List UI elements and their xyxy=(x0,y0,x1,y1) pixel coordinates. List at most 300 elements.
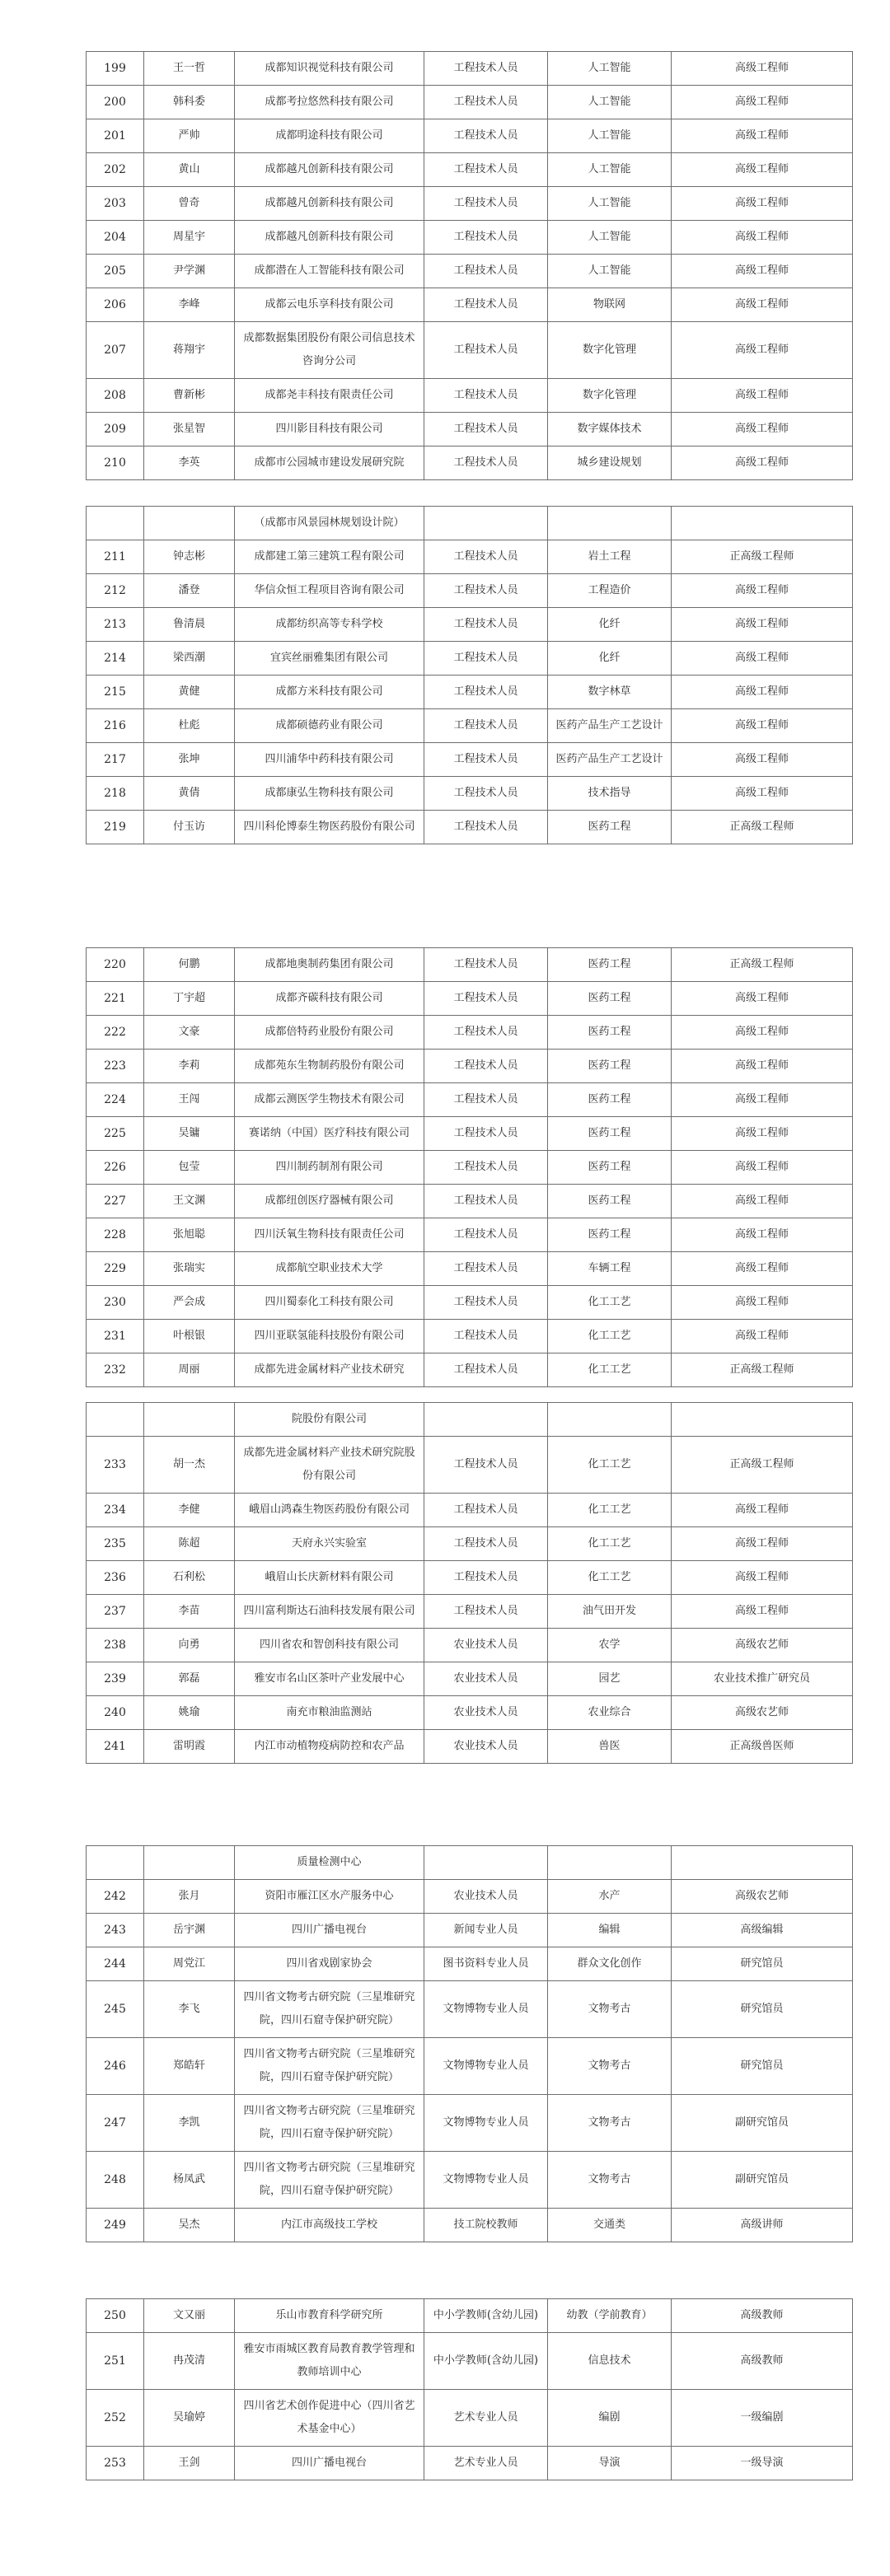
roster-table-body xyxy=(87,948,853,1387)
category-cell: 工程技术人员 xyxy=(424,642,548,676)
unit-cell: 四川省农和智创科技有限公司 xyxy=(235,1629,424,1662)
specialty-cell: 医药工程 xyxy=(548,948,672,982)
unit-cell: 成都尧丰科技有限责任公司 xyxy=(235,379,424,413)
specialty-cell: 文物考古 xyxy=(548,2095,672,2152)
name-cell: 周星宇 xyxy=(144,221,235,255)
name-cell: 张星智 xyxy=(144,413,235,446)
specialty-cell: 医药工程 xyxy=(548,1050,672,1083)
title-cell: 高级工程师 xyxy=(672,221,853,255)
row-number-cell xyxy=(87,1403,144,1437)
title-cell: 高级工程师 xyxy=(672,1595,853,1629)
name-cell: 李苗 xyxy=(144,1595,235,1629)
unit-cell: 成都明途科技有限公司 xyxy=(235,119,424,153)
table-row xyxy=(87,676,853,709)
table-row xyxy=(87,1151,853,1185)
category-cell: 工程技术人员 xyxy=(424,379,548,413)
category-cell: 农业技术人员 xyxy=(424,1629,548,1662)
row-number-cell: 243 xyxy=(87,1914,144,1947)
category-cell: 工程技术人员 xyxy=(424,86,548,119)
specialty-cell: 医药工程 xyxy=(548,1083,672,1117)
row-number-cell: 225 xyxy=(87,1117,144,1151)
row-number-cell: 217 xyxy=(87,743,144,777)
category-cell: 工程技术人员 xyxy=(424,119,548,153)
table-row xyxy=(87,153,853,187)
category-cell: 工程技术人员 xyxy=(424,540,548,574)
unit-cell: 四川省文物考古研究院（三星堆研究院，四川石窟寺保护研究院） xyxy=(235,2152,424,2209)
name-cell: 张瑞实 xyxy=(144,1252,235,1286)
row-number-cell: 207 xyxy=(87,322,144,379)
specialty-cell: 园艺 xyxy=(548,1662,672,1696)
title-cell: 副研究馆员 xyxy=(672,2152,853,2209)
title-cell: 高级工程师 xyxy=(672,743,853,777)
title-cell: 研究馆员 xyxy=(672,1947,853,1981)
specialty-cell: 化工工艺 xyxy=(548,1527,672,1561)
row-number-cell: 206 xyxy=(87,288,144,322)
name-cell: 叶根银 xyxy=(144,1320,235,1353)
table-row xyxy=(87,1117,853,1151)
row-number-cell: 246 xyxy=(87,2038,144,2095)
name-cell: 周丽 xyxy=(144,1353,235,1387)
table-row xyxy=(87,1629,853,1662)
row-number-cell: 233 xyxy=(87,1437,144,1494)
name-cell: 付玉访 xyxy=(144,811,235,844)
table-row xyxy=(87,1981,853,2038)
table-row xyxy=(87,221,853,255)
specialty-cell: 医药工程 xyxy=(548,1016,672,1050)
specialty-cell: 化工工艺 xyxy=(548,1320,672,1353)
specialty-cell: 交通类 xyxy=(548,2209,672,2242)
table-row xyxy=(87,1947,853,1981)
row-number-cell: 238 xyxy=(87,1629,144,1662)
name-cell: 张坤 xyxy=(144,743,235,777)
table-row xyxy=(87,1286,853,1320)
table-row xyxy=(87,1437,853,1494)
roster-table-2 xyxy=(86,506,853,844)
specialty-cell xyxy=(548,1846,672,1880)
title-cell: 一级编剧 xyxy=(672,2390,853,2447)
table-row xyxy=(87,379,853,413)
unit-cell: 成都越凡创新科技有限公司 xyxy=(235,221,424,255)
name-cell: 黄山 xyxy=(144,153,235,187)
name-cell xyxy=(144,1846,235,1880)
roster-table-body xyxy=(87,52,853,480)
row-number-cell: 232 xyxy=(87,1353,144,1387)
title-cell: 一级导演 xyxy=(672,2447,853,2480)
roster-table-5 xyxy=(86,1845,853,2242)
table-row xyxy=(87,2390,853,2447)
unit-cell: 乐山市教育科学研究所 xyxy=(235,2299,424,2333)
name-cell: 韩科委 xyxy=(144,86,235,119)
name-cell: 吴杰 xyxy=(144,2209,235,2242)
name-cell: 曾奇 xyxy=(144,187,235,221)
unit-cell: 资阳市雁江区水产服务中心 xyxy=(235,1880,424,1914)
name-cell: 郭磊 xyxy=(144,1662,235,1696)
category-cell: 工程技术人员 xyxy=(424,52,548,86)
category-cell: 工程技术人员 xyxy=(424,608,548,642)
category-cell: 工程技术人员 xyxy=(424,255,548,288)
table-row xyxy=(87,1696,853,1730)
specialty-cell: 化工工艺 xyxy=(548,1286,672,1320)
title-cell: 正高级工程师 xyxy=(672,811,853,844)
unit-cell: 四川蜀泰化工科技有限公司 xyxy=(235,1286,424,1320)
row-number-cell: 212 xyxy=(87,574,144,608)
table-row xyxy=(87,322,853,379)
unit-cell: 院股份有限公司 xyxy=(235,1403,424,1437)
category-cell: 工程技术人员 xyxy=(424,948,548,982)
row-number-cell xyxy=(87,507,144,540)
unit-cell: 四川广播电视台 xyxy=(235,2447,424,2480)
name-cell xyxy=(144,1403,235,1437)
name-cell: 李健 xyxy=(144,1494,235,1527)
roster-table-body xyxy=(87,2299,853,2480)
name-cell: 吴瑜婷 xyxy=(144,2390,235,2447)
title-cell: 高级编辑 xyxy=(672,1914,853,1947)
specialty-cell: 技术指导 xyxy=(548,777,672,811)
specialty-cell: 数字化管理 xyxy=(548,322,672,379)
table-row xyxy=(87,1880,853,1914)
title-cell: 高级工程师 xyxy=(672,1016,853,1050)
unit-cell: 四川富利斯达石油科技发展有限公司 xyxy=(235,1595,424,1629)
specialty-cell xyxy=(548,507,672,540)
unit-cell: 四川省艺术创作促进中心（四川省艺术基金中心） xyxy=(235,2390,424,2447)
table-row xyxy=(87,2299,853,2333)
category-cell: 工程技术人员 xyxy=(424,1595,548,1629)
unit-cell: 成都纺织高等专科学校 xyxy=(235,608,424,642)
unit-cell: 四川科伦博泰生物医药股份有限公司 xyxy=(235,811,424,844)
unit-cell: 内江市高级技工学校 xyxy=(235,2209,424,2242)
name-cell: 王一哲 xyxy=(144,52,235,86)
specialty-cell: 编剧 xyxy=(548,2390,672,2447)
specialty-cell: 化工工艺 xyxy=(548,1494,672,1527)
name-cell: 陈超 xyxy=(144,1527,235,1561)
category-cell: 工程技术人员 xyxy=(424,982,548,1016)
unit-cell: 峨眉山鸿森生物医药股份有限公司 xyxy=(235,1494,424,1527)
title-cell: 研究馆员 xyxy=(672,2038,853,2095)
row-number-cell: 203 xyxy=(87,187,144,221)
category-cell xyxy=(424,507,548,540)
title-cell: 正高级兽医师 xyxy=(672,1730,853,1764)
specialty-cell: 人工智能 xyxy=(548,255,672,288)
title-cell: 高级工程师 xyxy=(672,1185,853,1218)
name-cell: 岳宇渊 xyxy=(144,1914,235,1947)
name-cell: 姚瑜 xyxy=(144,1696,235,1730)
title-cell: 高级农艺师 xyxy=(672,1880,853,1914)
specialty-cell: 医药工程 xyxy=(548,982,672,1016)
specialty-cell: 物联网 xyxy=(548,288,672,322)
name-cell: 包莹 xyxy=(144,1151,235,1185)
table-row xyxy=(87,1403,853,1437)
table-row xyxy=(87,743,853,777)
category-cell: 工程技术人员 xyxy=(424,709,548,743)
roster-table-6 xyxy=(86,2298,853,2480)
unit-cell: 成都方米科技有限公司 xyxy=(235,676,424,709)
title-cell: 高级工程师 xyxy=(672,52,853,86)
name-cell: 曹新彬 xyxy=(144,379,235,413)
unit-cell: 质量检测中心 xyxy=(235,1846,424,1880)
table-row xyxy=(87,709,853,743)
row-number-cell: 221 xyxy=(87,982,144,1016)
table-row xyxy=(87,413,853,446)
row-number-cell: 199 xyxy=(87,52,144,86)
specialty-cell: 幼教（学前教育） xyxy=(548,2299,672,2333)
title-cell: 正高级工程师 xyxy=(672,1353,853,1387)
name-cell: 王文渊 xyxy=(144,1185,235,1218)
title-cell: 高级工程师 xyxy=(672,288,853,322)
table-row xyxy=(87,1561,853,1595)
table-row xyxy=(87,811,853,844)
table-row xyxy=(87,187,853,221)
row-number-cell: 211 xyxy=(87,540,144,574)
title-cell xyxy=(672,1403,853,1437)
row-number-cell xyxy=(87,1846,144,1880)
specialty-cell: 文物考古 xyxy=(548,1981,672,2038)
name-cell: 张月 xyxy=(144,1880,235,1914)
category-cell: 技工院校教师 xyxy=(424,2209,548,2242)
category-cell: 中小学教师(含幼儿园) xyxy=(424,2333,548,2390)
table-row xyxy=(87,948,853,982)
category-cell: 工程技术人员 xyxy=(424,1320,548,1353)
specialty-cell: 岩土工程 xyxy=(548,540,672,574)
title-cell: 高级工程师 xyxy=(672,153,853,187)
name-cell: 杨凤武 xyxy=(144,2152,235,2209)
name-cell: 李峰 xyxy=(144,288,235,322)
table-row xyxy=(87,574,853,608)
table-row xyxy=(87,1527,853,1561)
category-cell: 工程技术人员 xyxy=(424,1252,548,1286)
category-cell: 艺术专业人员 xyxy=(424,2390,548,2447)
title-cell: 高级工程师 xyxy=(672,1252,853,1286)
table-row xyxy=(87,2152,853,2209)
row-number-cell: 227 xyxy=(87,1185,144,1218)
row-number-cell: 201 xyxy=(87,119,144,153)
row-number-cell: 215 xyxy=(87,676,144,709)
title-cell: 高级工程师 xyxy=(672,608,853,642)
title-cell: 高级农艺师 xyxy=(672,1696,853,1730)
unit-cell: 宜宾丝丽雅集团有限公司 xyxy=(235,642,424,676)
category-cell: 工程技术人员 xyxy=(424,1050,548,1083)
unit-cell: 成都越凡创新科技有限公司 xyxy=(235,187,424,221)
row-number-cell: 213 xyxy=(87,608,144,642)
title-cell: 高级工程师 xyxy=(672,1320,853,1353)
title-cell: 高级教师 xyxy=(672,2299,853,2333)
unit-cell: 成都硕德药业有限公司 xyxy=(235,709,424,743)
row-number-cell: 230 xyxy=(87,1286,144,1320)
name-cell: 蒋翔宇 xyxy=(144,322,235,379)
specialty-cell: 化工工艺 xyxy=(548,1437,672,1494)
table-row xyxy=(87,1846,853,1880)
row-number-cell: 237 xyxy=(87,1595,144,1629)
unit-cell: 四川省戏剧家协会 xyxy=(235,1947,424,1981)
name-cell: 黄健 xyxy=(144,676,235,709)
row-number-cell: 231 xyxy=(87,1320,144,1353)
title-cell: 高级工程师 xyxy=(672,86,853,119)
category-cell: 工程技术人员 xyxy=(424,153,548,187)
table-row xyxy=(87,1353,853,1387)
unit-cell: 成都先进金属材料产业技术研究 xyxy=(235,1353,424,1387)
row-number-cell: 245 xyxy=(87,1981,144,2038)
table-row xyxy=(87,446,853,480)
category-cell: 中小学教师(含幼儿园) xyxy=(424,2299,548,2333)
category-cell: 工程技术人员 xyxy=(424,574,548,608)
title-cell xyxy=(672,1846,853,1880)
table-row xyxy=(87,119,853,153)
name-cell: 吴镛 xyxy=(144,1117,235,1151)
specialty-cell: 人工智能 xyxy=(548,221,672,255)
category-cell: 工程技术人员 xyxy=(424,1494,548,1527)
title-cell: 高级工程师 xyxy=(672,982,853,1016)
name-cell: 王剑 xyxy=(144,2447,235,2480)
row-number-cell: 251 xyxy=(87,2333,144,2390)
row-number-cell: 234 xyxy=(87,1494,144,1527)
name-cell: 李英 xyxy=(144,446,235,480)
table-row xyxy=(87,52,853,86)
unit-cell: 南充市粮油监测站 xyxy=(235,1696,424,1730)
row-number-cell: 226 xyxy=(87,1151,144,1185)
title-cell: 高级教师 xyxy=(672,2333,853,2390)
specialty-cell: 工程造价 xyxy=(548,574,672,608)
unit-cell: 四川广播电视台 xyxy=(235,1914,424,1947)
category-cell: 工程技术人员 xyxy=(424,1437,548,1494)
unit-cell: 天府永兴实验室 xyxy=(235,1527,424,1561)
category-cell: 工程技术人员 xyxy=(424,1353,548,1387)
specialty-cell: 化工工艺 xyxy=(548,1353,672,1387)
unit-cell: 四川省文物考古研究院（三星堆研究院，四川石窟寺保护研究院） xyxy=(235,2038,424,2095)
roster-table-4 xyxy=(86,1402,853,1764)
name-cell: 冉茂清 xyxy=(144,2333,235,2390)
category-cell: 工程技术人员 xyxy=(424,1151,548,1185)
roster-table-body xyxy=(87,1846,853,2242)
row-number-cell: 218 xyxy=(87,777,144,811)
category-cell: 图书资料专业人员 xyxy=(424,1947,548,1981)
unit-cell: 成都苑东生物制药股份有限公司 xyxy=(235,1050,424,1083)
row-number-cell: 214 xyxy=(87,642,144,676)
unit-cell: 峨眉山长庆新材料有限公司 xyxy=(235,1561,424,1595)
name-cell: 王闯 xyxy=(144,1083,235,1117)
table-row xyxy=(87,2095,853,2152)
specialty-cell: 化工工艺 xyxy=(548,1561,672,1595)
specialty-cell: 兽医 xyxy=(548,1730,672,1764)
title-cell: 高级工程师 xyxy=(672,1083,853,1117)
unit-cell: 成都地奥制药集团有限公司 xyxy=(235,948,424,982)
specialty-cell: 医药工程 xyxy=(548,811,672,844)
unit-cell: （成都市风景园林规划设计院） xyxy=(235,507,424,540)
category-cell: 工程技术人员 xyxy=(424,1218,548,1252)
unit-cell: 华信众恒工程项目咨询有限公司 xyxy=(235,574,424,608)
category-cell: 农业技术人员 xyxy=(424,1696,548,1730)
title-cell: 高级工程师 xyxy=(672,255,853,288)
row-number-cell: 202 xyxy=(87,153,144,187)
title-cell: 高级农艺师 xyxy=(672,1629,853,1662)
specialty-cell: 化纤 xyxy=(548,642,672,676)
row-number-cell: 247 xyxy=(87,2095,144,2152)
title-cell: 农业技术推广研究员 xyxy=(672,1662,853,1696)
row-number-cell: 223 xyxy=(87,1050,144,1083)
specialty-cell: 化纤 xyxy=(548,608,672,642)
table-row xyxy=(87,255,853,288)
table-row xyxy=(87,288,853,322)
title-cell: 正高级工程师 xyxy=(672,1437,853,1494)
name-cell: 潘登 xyxy=(144,574,235,608)
category-cell xyxy=(424,1403,548,1437)
name-cell: 梁西潮 xyxy=(144,642,235,676)
specialty-cell: 城乡建设规划 xyxy=(548,446,672,480)
unit-cell: 赛诺纳（中国）医疗科技有限公司 xyxy=(235,1117,424,1151)
name-cell: 钟志彬 xyxy=(144,540,235,574)
specialty-cell: 文物考古 xyxy=(548,2038,672,2095)
table-row xyxy=(87,777,853,811)
category-cell: 工程技术人员 xyxy=(424,1185,548,1218)
specialty-cell: 数字化管理 xyxy=(548,379,672,413)
title-cell: 高级工程师 xyxy=(672,1286,853,1320)
category-cell: 工程技术人员 xyxy=(424,811,548,844)
roster-table-body xyxy=(87,507,853,844)
unit-cell: 四川省文物考古研究院（三星堆研究院，四川石窟寺保护研究院） xyxy=(235,2095,424,2152)
table-row xyxy=(87,642,853,676)
unit-cell: 四川制药制剂有限公司 xyxy=(235,1151,424,1185)
specialty-cell: 数字媒体技术 xyxy=(548,413,672,446)
specialty-cell: 农业综合 xyxy=(548,1696,672,1730)
category-cell: 工程技术人员 xyxy=(424,1561,548,1595)
category-cell: 新闻专业人员 xyxy=(424,1914,548,1947)
table-row xyxy=(87,2209,853,2242)
table-row xyxy=(87,982,853,1016)
unit-cell: 四川沃氧生物科技有限责任公司 xyxy=(235,1218,424,1252)
unit-cell: 成都建工第三建筑工程有限公司 xyxy=(235,540,424,574)
category-cell: 工程技术人员 xyxy=(424,288,548,322)
table-row xyxy=(87,1083,853,1117)
category-cell: 艺术专业人员 xyxy=(424,2447,548,2480)
category-cell: 工程技术人员 xyxy=(424,322,548,379)
unit-cell: 成都康弘生物科技有限公司 xyxy=(235,777,424,811)
table-row xyxy=(87,86,853,119)
name-cell: 严会成 xyxy=(144,1286,235,1320)
name-cell: 李凯 xyxy=(144,2095,235,2152)
name-cell: 杜彪 xyxy=(144,709,235,743)
table-row xyxy=(87,1595,853,1629)
table-row xyxy=(87,1050,853,1083)
title-cell: 高级工程师 xyxy=(672,322,853,379)
specialty-cell: 医药产品生产工艺设计 xyxy=(548,709,672,743)
table-row xyxy=(87,1662,853,1696)
unit-cell: 内江市动植物疫病防控和农产品 xyxy=(235,1730,424,1764)
name-cell: 文又丽 xyxy=(144,2299,235,2333)
title-cell: 高级工程师 xyxy=(672,446,853,480)
unit-cell: 成都云测医学生物技术有限公司 xyxy=(235,1083,424,1117)
name-cell xyxy=(144,507,235,540)
category-cell: 工程技术人员 xyxy=(424,1117,548,1151)
category-cell: 农业技术人员 xyxy=(424,1662,548,1696)
category-cell: 工程技术人员 xyxy=(424,221,548,255)
row-number-cell: 222 xyxy=(87,1016,144,1050)
table-row xyxy=(87,608,853,642)
specialty-cell: 编辑 xyxy=(548,1914,672,1947)
unit-cell: 四川省文物考古研究院（三星堆研究院，四川石窟寺保护研究院） xyxy=(235,1981,424,2038)
row-number-cell: 236 xyxy=(87,1561,144,1595)
specialty-cell: 水产 xyxy=(548,1880,672,1914)
table-row xyxy=(87,1252,853,1286)
unit-cell: 雅安市雨城区教育局教育教学管理和教师培训中心 xyxy=(235,2333,424,2390)
specialty-cell: 农学 xyxy=(548,1629,672,1662)
table-row xyxy=(87,1730,853,1764)
name-cell: 雷明霞 xyxy=(144,1730,235,1764)
table-row xyxy=(87,507,853,540)
title-cell: 高级工程师 xyxy=(672,187,853,221)
category-cell: 农业技术人员 xyxy=(424,1880,548,1914)
unit-cell: 雅安市名山区茶叶产业发展中心 xyxy=(235,1662,424,1696)
specialty-cell: 油气田开发 xyxy=(548,1595,672,1629)
unit-cell: 成都先进金属材料产业技术研究院股份有限公司 xyxy=(235,1437,424,1494)
specialty-cell: 车辆工程 xyxy=(548,1252,672,1286)
